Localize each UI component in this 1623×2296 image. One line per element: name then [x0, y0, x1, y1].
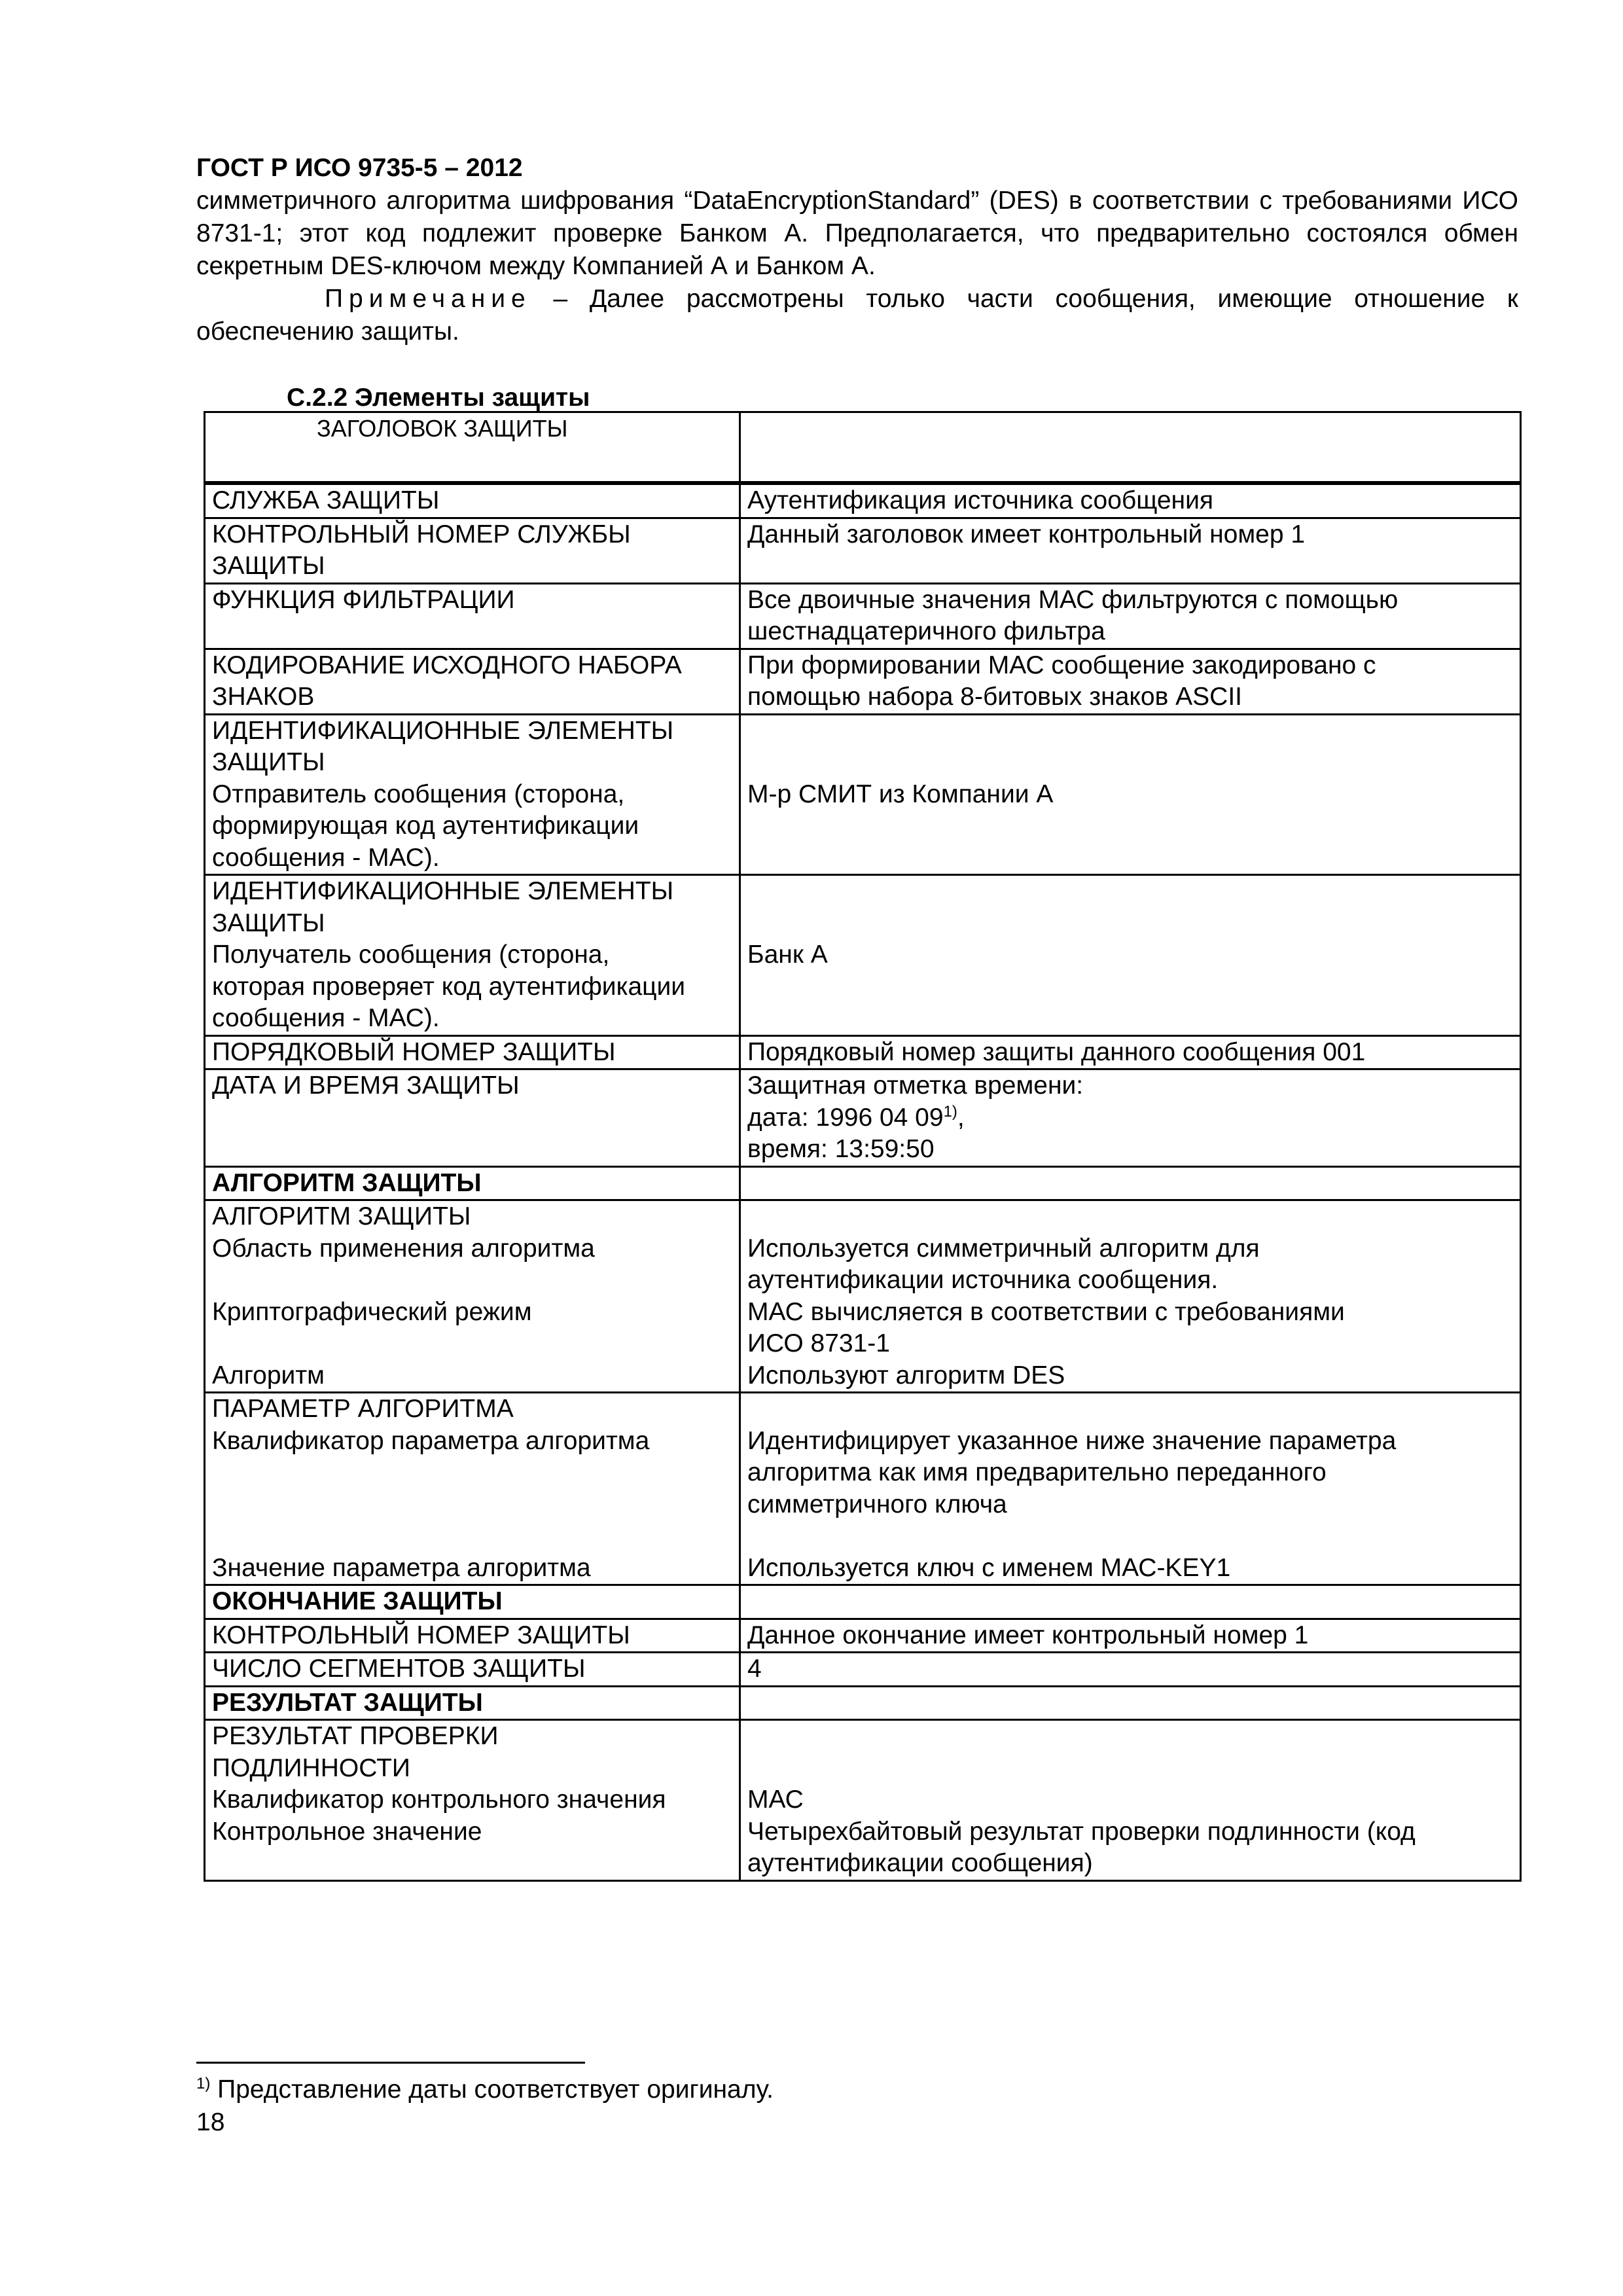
- cell-line: Квалификатор параметра алгоритма: [212, 1426, 650, 1455]
- table-cell: [205, 875, 740, 1036]
- cell-line: РЕЗУЛЬТАТ ПРОВЕРКИ: [212, 1722, 499, 1750]
- cell-line: алгоритма как имя предварительно переданного: [747, 1458, 1327, 1486]
- table-row: [205, 1619, 1521, 1653]
- security-elements-table: [204, 411, 1522, 1882]
- table-cell: 4: [740, 1653, 1521, 1687]
- table-cell: [740, 1200, 1521, 1393]
- footnote-text: Представление даты соответствует оригиналу.: [210, 2075, 774, 2104]
- cell-line: Алгоритм: [212, 1361, 325, 1390]
- cell-line: ИСО 8731-1: [747, 1329, 890, 1357]
- table-cell: [205, 1720, 740, 1881]
- table-cell: [740, 1720, 1521, 1881]
- table-row: [205, 1166, 1521, 1200]
- table-row: [205, 714, 1521, 875]
- table-row: [205, 1393, 1521, 1585]
- cell-line: Используется симметричный алгоритм для: [747, 1234, 1260, 1263]
- date-text: дата: 1996 04 09: [747, 1103, 944, 1132]
- cell-line: симметричного ключа: [747, 1490, 1007, 1518]
- cell-line: шестнадцатеричного фильтра: [747, 617, 1105, 645]
- date-comma: ,: [957, 1103, 965, 1132]
- table-cell: Аутентификация источника сообщения: [740, 483, 1521, 518]
- table-row: [205, 483, 1521, 518]
- table-row: [205, 1200, 1521, 1393]
- cell-line: КОДИРОВАНИЕ ИСХОДНОГО НАБОРА: [212, 651, 682, 679]
- cell-line: Отправитель сообщения (сторона,: [212, 780, 625, 808]
- cell-line: время: 13:59:50: [747, 1135, 935, 1163]
- table-cell: [205, 518, 740, 583]
- cell-line: ЗАЩИТЫ: [212, 552, 325, 580]
- table-cell: [740, 583, 1521, 649]
- cell-line: Четырехбайтовый результат проверки подлинности (код: [747, 1817, 1416, 1846]
- cell-line: аутентификации сообщения): [747, 1849, 1093, 1877]
- table-cell: [740, 1686, 1521, 1720]
- cell-line: При формировании МАС сообщение закодировано с: [747, 651, 1376, 679]
- table-cell: [205, 714, 740, 875]
- table-cell: [205, 412, 740, 484]
- table-row: [205, 649, 1521, 714]
- table-cell: [205, 1393, 740, 1585]
- intro-text: [196, 185, 1518, 348]
- cell-line: Банк А: [747, 941, 828, 969]
- footnote-marker: 1): [196, 2075, 211, 2092]
- note-paragraph: [196, 283, 1518, 348]
- table-row: [205, 1069, 1521, 1167]
- page-number: 18: [196, 2108, 225, 2136]
- table-row: [205, 1653, 1521, 1687]
- cell-line: МАС: [747, 1785, 804, 1814]
- table-cell: РЕЗУЛЬТАТ ЗАЩИТЫ: [205, 1686, 740, 1720]
- document-code-header: ГОСТ Р ИСО 9735-5 – 2012: [196, 154, 523, 182]
- cell-line: Используют алгоритм DES: [747, 1361, 1065, 1390]
- table-cell: [205, 649, 740, 714]
- table-cell: [740, 875, 1521, 1036]
- cell-line: Квалификатор контрольного значения: [212, 1785, 666, 1814]
- cell-line: КОНТРОЛЬНЫЙ НОМЕР СЛУЖБЫ: [212, 520, 631, 548]
- cell-line: [747, 1102, 1513, 1134]
- table-cell: СЛУЖБА ЗАЩИТЫ: [205, 483, 740, 518]
- table-cell: [740, 412, 1521, 484]
- cell-line: ИДЕНТИФИКАЦИОННЫЕ ЭЛЕМЕНТЫ: [212, 716, 674, 745]
- table-cell: КОНТРОЛЬНЫЙ НОМЕР ЗАЩИТЫ: [205, 1619, 740, 1653]
- cell-line: ПАРАМЕТР АЛГОРИТМА: [212, 1395, 514, 1423]
- cell-line: ПОДЛИННОСТИ: [212, 1753, 410, 1782]
- footnote-ref: 1): [943, 1102, 957, 1121]
- table-cell: [740, 714, 1521, 875]
- table-cell: Порядковый номер защиты данного сообщения 001: [740, 1035, 1521, 1069]
- table-cell: [740, 1166, 1521, 1200]
- cell-line: Получатель сообщения (сторона,: [212, 941, 610, 969]
- table-cell: [740, 1393, 1521, 1585]
- table-cell: [740, 1069, 1521, 1167]
- cell-line: Защитная отметка времени:: [747, 1071, 1084, 1100]
- table-cell: Данный заголовок имеет контрольный номер 1: [740, 518, 1521, 583]
- table-cell: ДАТА И ВРЕМЯ ЗАЩИТЫ: [205, 1069, 740, 1167]
- note-label: Примечание: [325, 285, 531, 313]
- table-cell: ФУНКЦИЯ ФИЛЬТРАЦИИ: [205, 583, 740, 649]
- table-row: [205, 1035, 1521, 1069]
- cell-line: ЗНАКОВ: [212, 683, 315, 711]
- header-left-label: ЗАГОЛОВОК ЗАЩИТЫ: [317, 415, 568, 442]
- table-row: [205, 583, 1521, 649]
- cell-line: Область применения алгоритма: [212, 1234, 595, 1263]
- intro-paragraph: симметричного алгоритма шифрования “DataEncryptionStandard” (DES) в соответствии с требованиями ИСО 8731-1; этот код подлежит проверке Банком А. Предполагается, что предварительно состоялся обмен секретным DES-ключом между Компанией А и Банком А.: [196, 187, 1518, 280]
- footnote: [196, 2073, 774, 2106]
- footnote-divider: [196, 2062, 585, 2064]
- cell-line: ЗАЩИТЫ: [212, 908, 325, 937]
- cell-line: М-р СМИТ из Компании А: [747, 780, 1054, 808]
- cell-line: которая проверяет код аутентификации: [212, 972, 686, 1001]
- table-cell: [740, 649, 1521, 714]
- table-row: [205, 1585, 1521, 1619]
- cell-line: Контрольное значение: [212, 1817, 482, 1846]
- note-text: – Далее рассмотрены только части сообщения, имеющие отношение к обеспечению защиты.: [196, 285, 1518, 346]
- table-cell: ОКОНЧАНИЕ ЗАЩИТЫ: [205, 1585, 740, 1619]
- cell-line: ИДЕНТИФИКАЦИОННЫЕ ЭЛЕМЕНТЫ: [212, 877, 674, 905]
- cell-line: Идентифицирует указанное ниже значение параметра: [747, 1426, 1397, 1455]
- section-title: С.2.2 Элементы защиты: [287, 384, 590, 412]
- cell-line: Криптографический режим: [212, 1297, 532, 1326]
- cell-line: ЗАЩИТЫ: [212, 748, 325, 776]
- cell-line: аутентификации источника сообщения.: [747, 1266, 1219, 1294]
- cell-line: Все двоичные значения МАС фильтруются с помощью: [747, 585, 1399, 614]
- cell-line: Используется ключ с именем МАС-KEY1: [747, 1553, 1231, 1582]
- cell-line: сообщения - МАС).: [212, 843, 440, 872]
- cell-line: сообщения - МАС).: [212, 1004, 440, 1032]
- table-cell: ПОРЯДКОВЫЙ НОМЕР ЗАЩИТЫ: [205, 1035, 740, 1069]
- table-cell: АЛГОРИТМ ЗАЩИТЫ: [205, 1166, 740, 1200]
- table-row: [205, 518, 1521, 583]
- cell-line: АЛГОРИТМ ЗАЩИТЫ: [212, 1202, 471, 1230]
- table-cell: [740, 1585, 1521, 1619]
- table-cell: Данное окончание имеет контрольный номер 1: [740, 1619, 1521, 1653]
- table-cell: [205, 1200, 740, 1393]
- table-header-row: [205, 412, 1521, 484]
- table-cell: ЧИСЛО СЕГМЕНТОВ ЗАЩИТЫ: [205, 1653, 740, 1687]
- cell-line: формирующая код аутентификации: [212, 812, 639, 840]
- cell-line: Значение параметра алгоритма: [212, 1553, 591, 1582]
- table-row: [205, 1686, 1521, 1720]
- cell-line: помощью набора 8-битовых знаков ASCII: [747, 683, 1242, 711]
- cell-line: МАС вычисляется в соответствии с требованиями: [747, 1297, 1345, 1326]
- table-row: [205, 1720, 1521, 1881]
- table-row: [205, 875, 1521, 1036]
